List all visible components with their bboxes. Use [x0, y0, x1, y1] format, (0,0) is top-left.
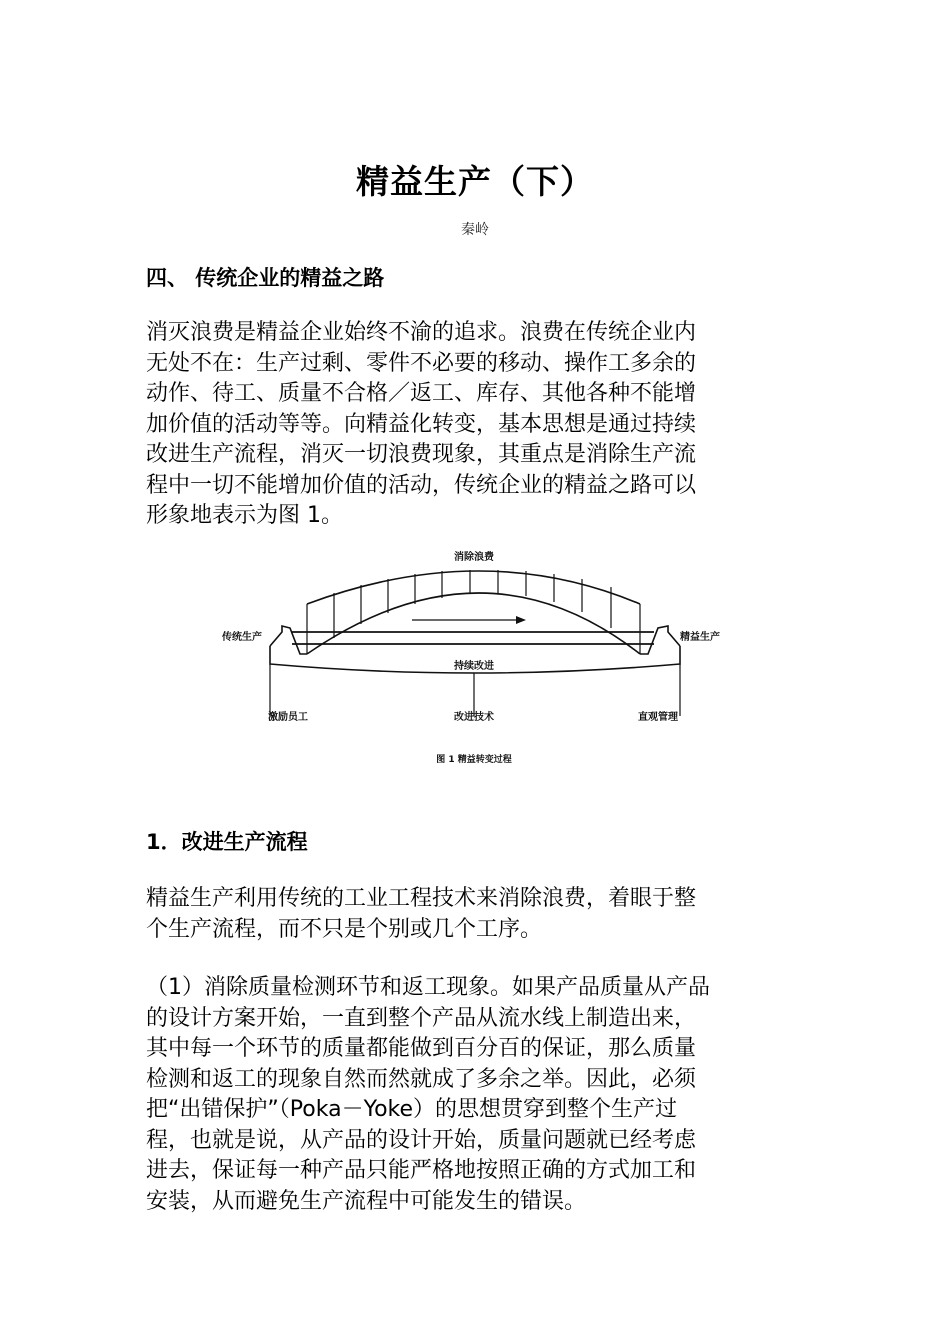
text-line: 加价值的活动等等。向精益化转变，基本思想是通过持续 — [146, 411, 697, 437]
text-line: 消灭浪费是精益企业始终不渝的追求。浪费在传统企业内 — [146, 320, 697, 345]
author-name: 秦岭 — [461, 222, 489, 238]
subsection-heading: 1．改进生产流程 — [146, 830, 308, 854]
arch-hangers — [307, 570, 640, 654]
label-bottom-right: 直观管理 — [638, 712, 678, 723]
label-right: 精益生产 — [680, 632, 720, 643]
subsection-paragraph — [146, 884, 816, 945]
section-heading: 四、 传统企业的精益之路 — [146, 266, 385, 290]
label-bottom-center: 改进技术 — [454, 712, 494, 723]
text-line: 其中每一个环节的质量都能做到百分百的保证，那么质量 — [146, 1036, 697, 1061]
text-line: 程中一切不能增加价值的活动，传统企业的精益之路可以 — [146, 472, 697, 498]
text-line: 检测和返工的现象自然而然就成了多余之举。因此，必须 — [146, 1066, 697, 1092]
text-line: 精益生产利用传统的工业工程技术来消除浪费，着眼于整 — [146, 886, 697, 911]
left-bank — [270, 626, 307, 654]
text-line: 改进生产流程，消灭一切浪费现象，其重点是消除生产流 — [146, 442, 697, 467]
text-line: （1）消除质量检测环节和返工现象。如果产品质量从产品 — [146, 975, 710, 1000]
arch-top-curve — [307, 571, 640, 604]
document-title: 精益生产（下） — [356, 162, 594, 201]
direction-arrow-head — [516, 616, 526, 624]
figure-caption: 图 1 精益转变过程 — [436, 755, 512, 765]
text-line: 进去，保证每一种产品只能严格地按照正确的方式加工和 — [146, 1158, 697, 1183]
section-paragraph — [146, 318, 816, 532]
text-line: 的设计方案开始，一直到整个产品从流水线上制造出来， — [146, 1005, 697, 1031]
text-line: 程，也就是说，从产品的设计开始，质量问题就已经考虑 — [146, 1127, 697, 1153]
label-bottom-left: 激励员工 — [268, 712, 308, 723]
text-line: 动作、待工、质量不合格／返工、库存、其他各种不能增 — [146, 381, 697, 406]
text-line: 形象地表示为图 1。 — [146, 503, 343, 528]
right-bank — [640, 626, 680, 654]
figure-bridge-diagram — [222, 546, 732, 776]
text-line: 个生产流程，而不只是个别或几个工序。 — [146, 916, 543, 942]
text-line: 无处不在：生产过剩、零件不必要的移动、操作工多余的 — [146, 350, 697, 376]
label-middle: 持续改进 — [454, 661, 494, 672]
text-line: 安装，从而避免生产流程中可能发生的错误。 — [146, 1188, 587, 1214]
item-paragraph — [146, 973, 816, 1217]
label-left: 传统生产 — [222, 632, 262, 643]
label-top: 消除浪费 — [454, 552, 494, 563]
text-line: 把“出错保护”（Poka－Yoke）的思想贯穿到整个生产过 — [146, 1097, 678, 1122]
